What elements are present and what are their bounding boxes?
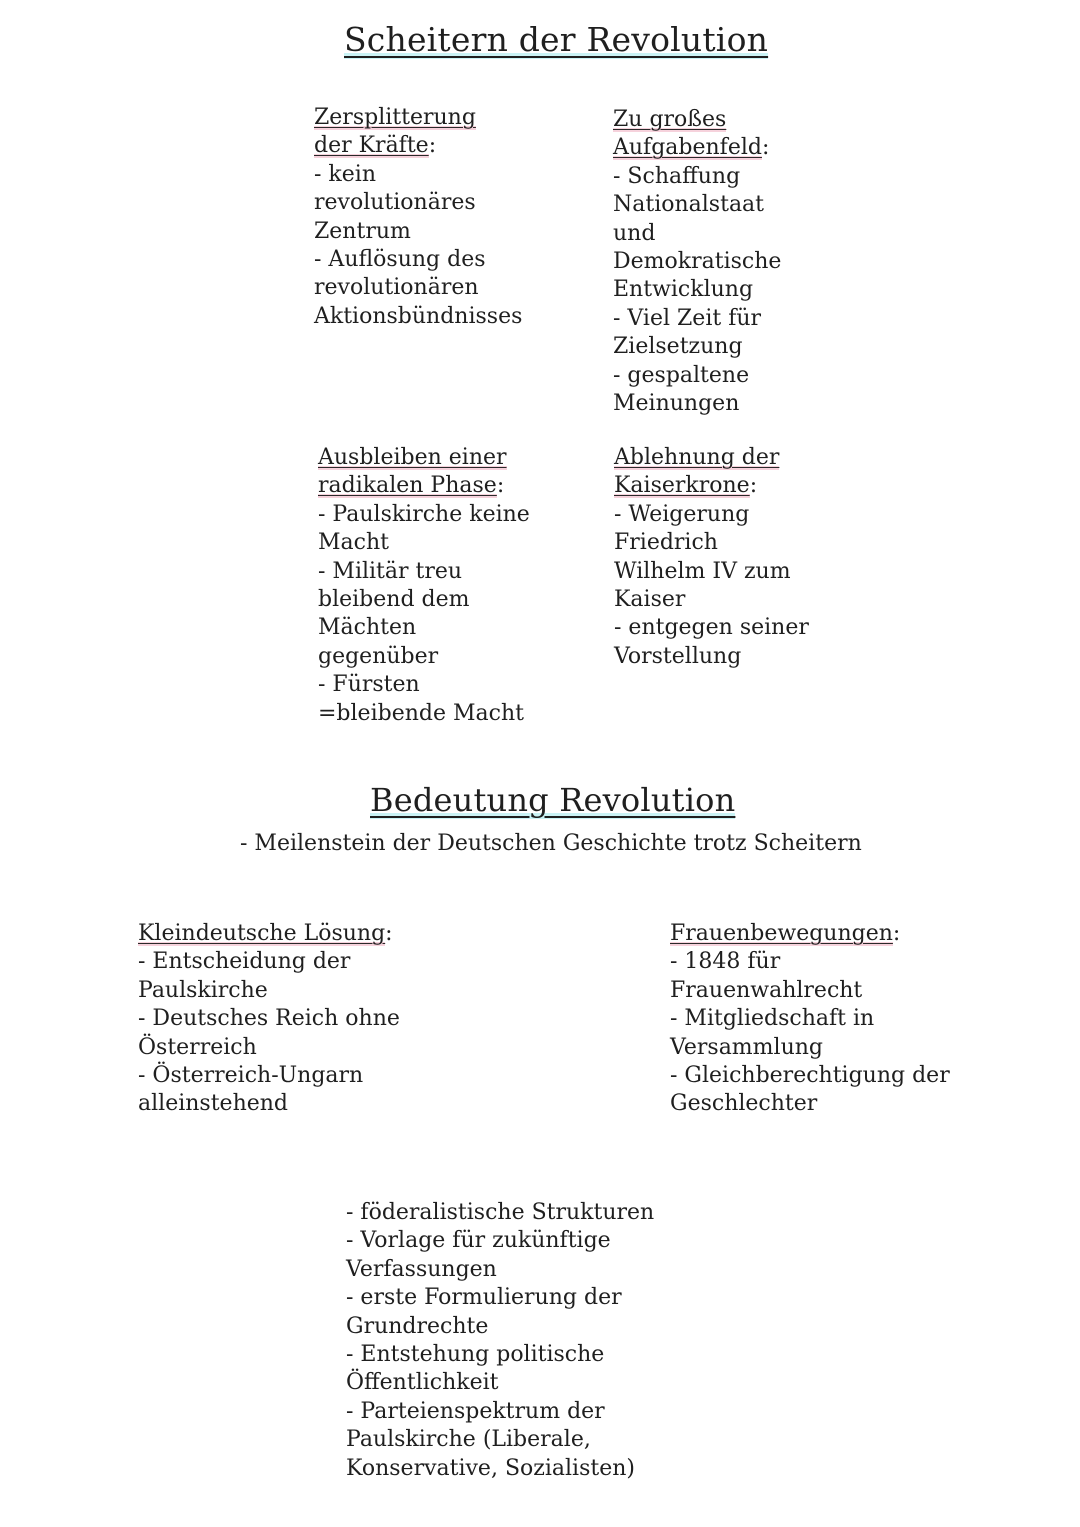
list-item: - erste Formulierung der Grundrechte (346, 1285, 622, 1339)
list-item: - kein revolutionäres Zentrum (314, 161, 476, 244)
list-item: - Parteienspektrum der Paulskirche (Liberale, Konservative, Sozialisten) (346, 1398, 635, 1481)
list-item: - föderalistische Strukturen (346, 1200, 655, 1225)
block-kaiserkrone (614, 444, 814, 671)
block-heading: Kleindeutsche Lösung: (138, 921, 393, 946)
list-item: - Militär treu bleibend dem Mächten gegenüber (318, 558, 470, 669)
bottom-list (346, 1199, 756, 1483)
block-kleindeutsche-loesung (138, 920, 483, 1119)
block-heading: Frauenbewegungen: (670, 921, 901, 946)
block-items (138, 948, 483, 1118)
block-items (670, 948, 970, 1118)
list-item: - Paulskirche keine Macht (318, 501, 530, 556)
list-item: - Mitgliedschaft in Versammlung (670, 1006, 875, 1060)
list-item: - Fürsten =bleibende Macht (318, 672, 524, 726)
block-radikale-phase (318, 444, 543, 728)
list-item: - Entstehung politische Öffentlichkeit (346, 1342, 605, 1396)
list-item: - Vorlage für zukünftige Verfassungen (346, 1228, 611, 1282)
list-item: - Weigerung Friedrich Wilhelm IV zum Kaiser (614, 501, 791, 613)
block-heading: Ausbleiben einer radikalen Phase: (318, 445, 507, 499)
list-item: - Schaffung Nationalstaat und Demokratische Entwicklung (613, 163, 782, 303)
block-heading: Ablehnung der Kaiserkrone: (614, 445, 780, 499)
intro-line: - Meilenstein der Deutschen Geschichte trotz Scheitern (240, 831, 862, 856)
list-item: - Entscheidung der Paulskirche (138, 949, 351, 1003)
block-frauenbewegungen (670, 920, 970, 1119)
list-item: - Österreich-Ungarn alleinstehend (138, 1063, 364, 1117)
list-item: - 1848 für Frauenwahlrecht (670, 949, 863, 1003)
block-heading: Zu großes Aufgabenfeld: (613, 107, 770, 161)
block-items (614, 501, 814, 671)
list-item: - Viel Zeit für Zielsetzung (613, 305, 762, 360)
list-item: - entgegen seiner Vorstellung (614, 615, 809, 669)
section-title-scheitern (344, 20, 768, 59)
list-item: - gespaltene Meinungen (613, 362, 750, 417)
list-item: - Gleichberechtigung der Geschlechter (670, 1063, 950, 1117)
list-item: - Auflösung des revolutionären Aktionsbündnisses (314, 247, 523, 329)
section-title-text: Bedeutung Revolution (370, 781, 736, 819)
block-items (318, 501, 543, 728)
block-items (346, 1199, 756, 1483)
block-heading: Zersplitterung der Kräfte: (314, 105, 476, 159)
block-zersplitterung (314, 104, 523, 331)
block-items (314, 161, 523, 331)
section-title-bedeutung (370, 781, 735, 819)
list-item: - Deutsches Reich ohne Österreich (138, 1006, 400, 1060)
block-aufgabenfeld (613, 106, 813, 418)
block-items (613, 163, 813, 419)
section-title-text: Scheitern der Revolution (344, 20, 769, 59)
